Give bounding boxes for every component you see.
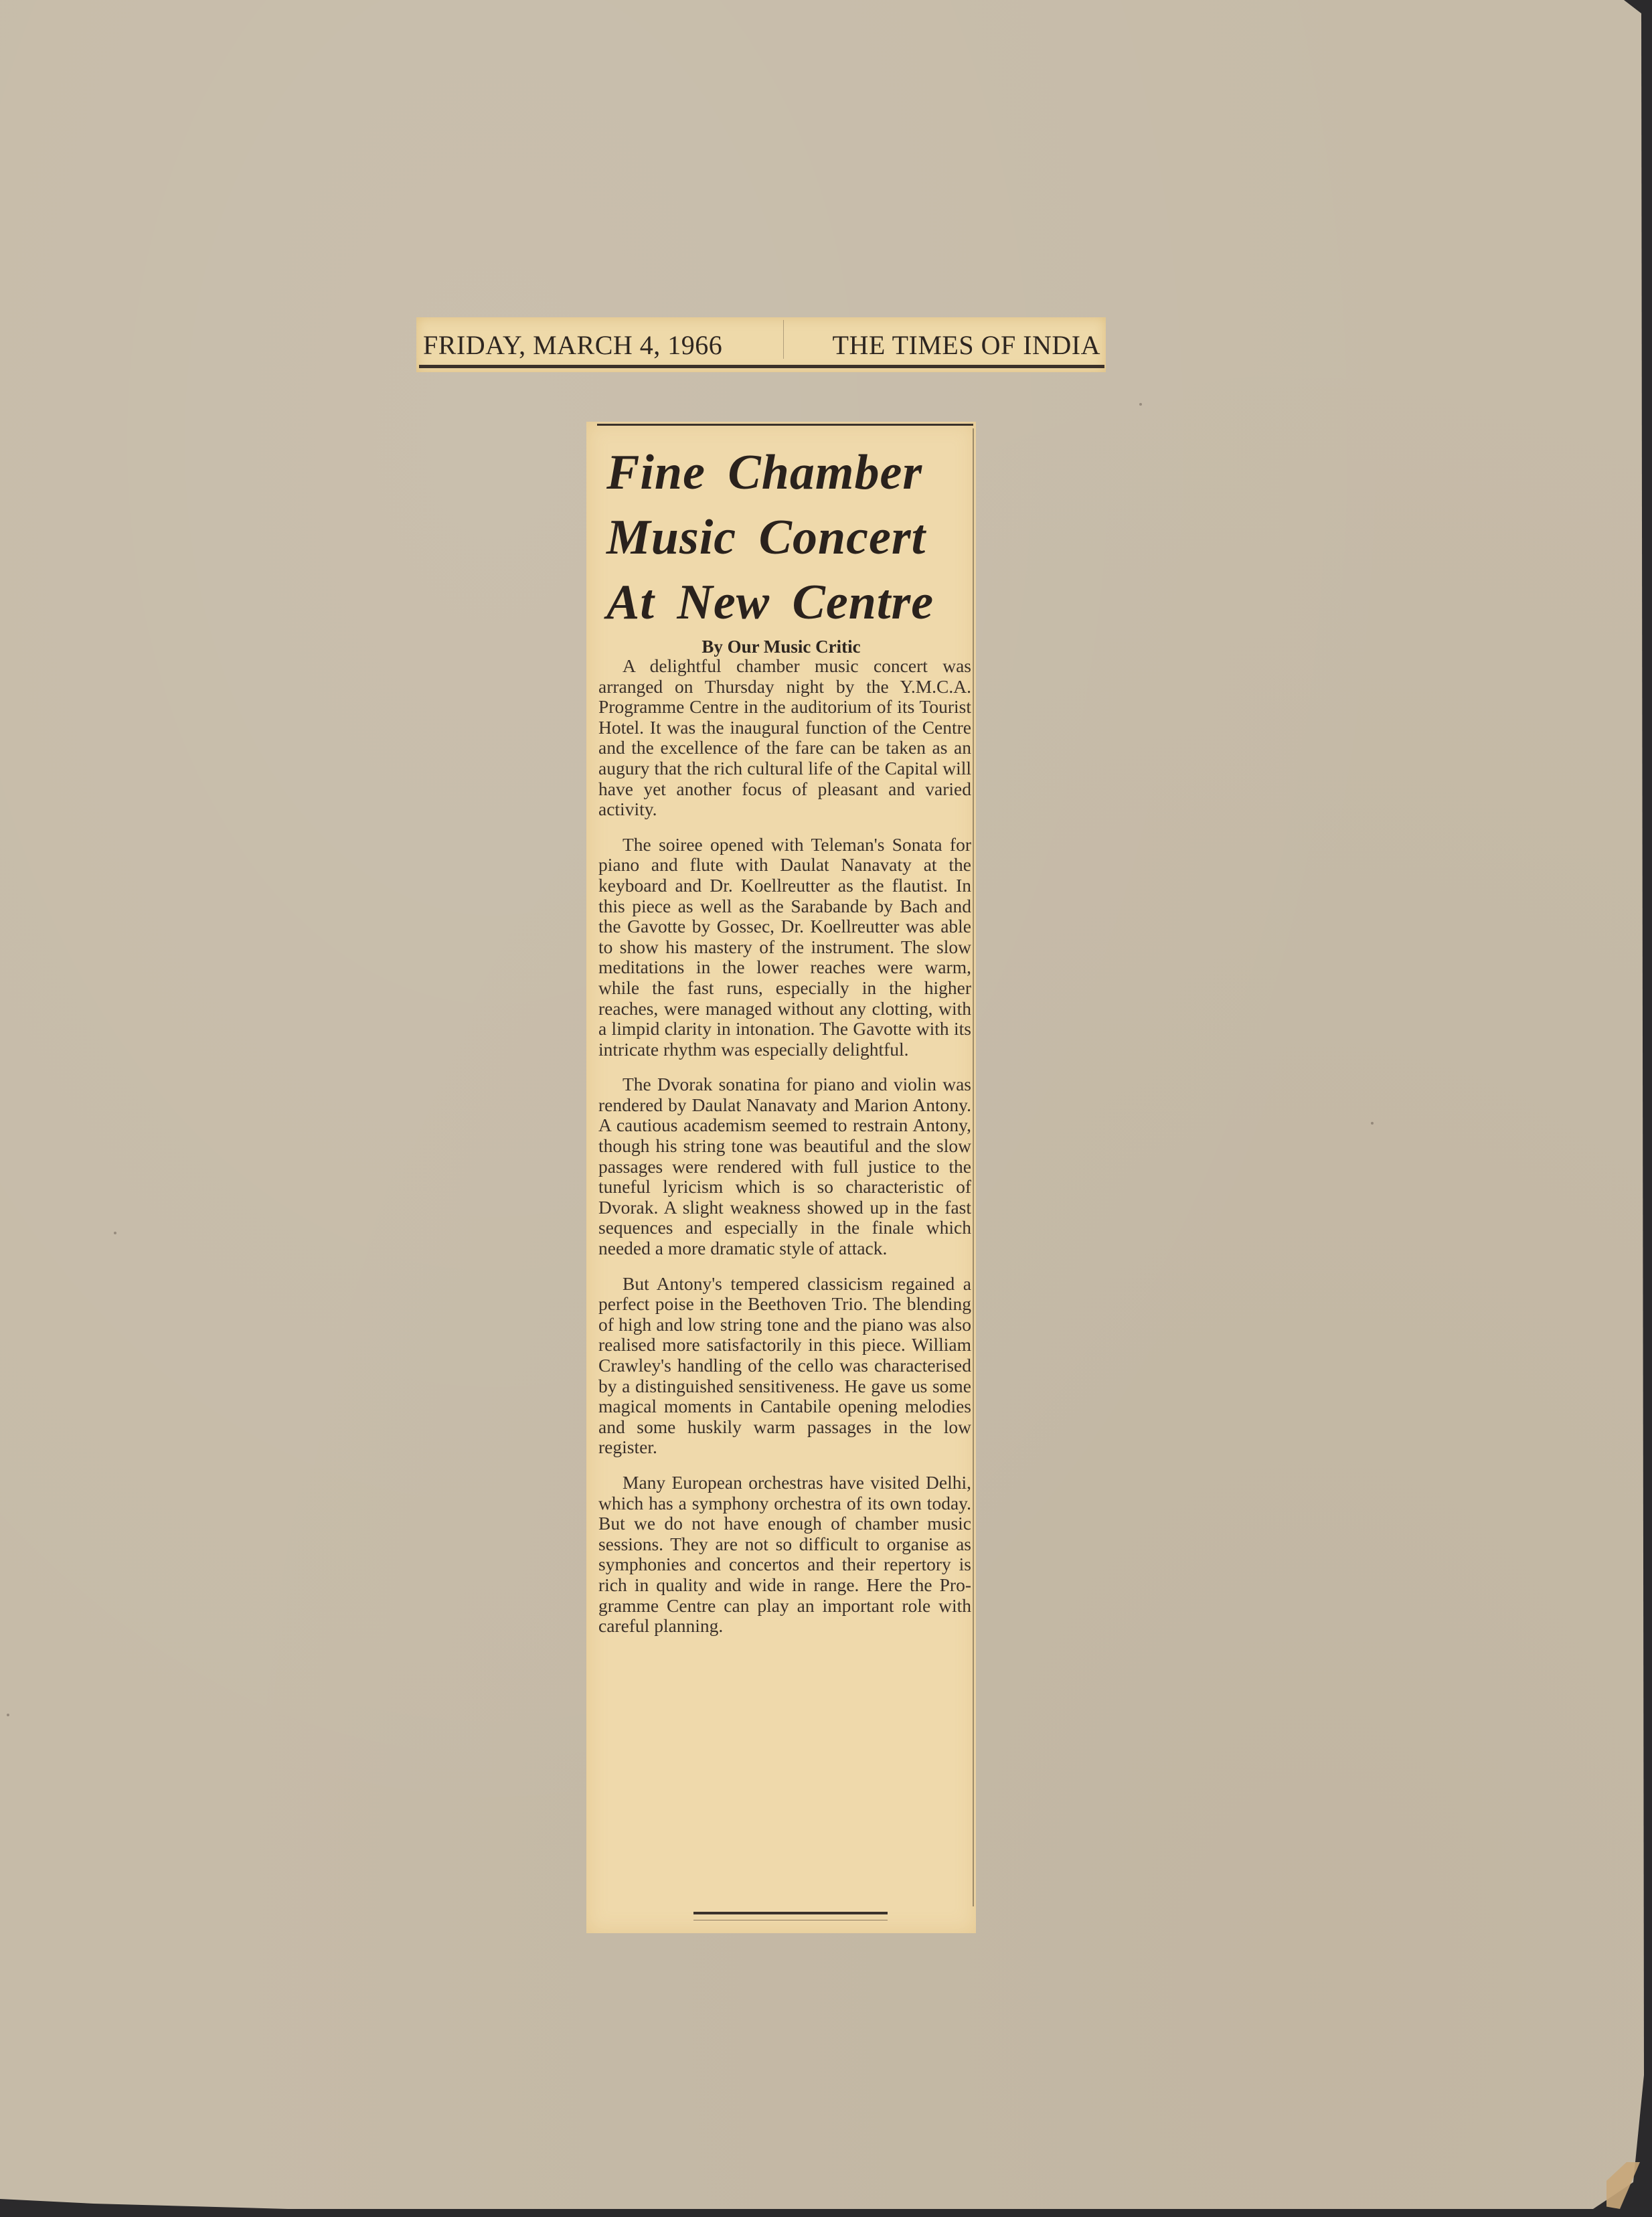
headline-line: At New Centre <box>606 575 934 630</box>
article-paragraph: Many European orchestras have visited Delhi, which has a symphony orchestra of its own today. But we do not have enough of chamber music sessions. They are not so difficult to organise as symphonies and concertos and their repertory is rich in quality and wide in range. Here the Programme Centre can play an important role with careful planning. <box>598 1471 971 1637</box>
headline-line: Music Concert <box>606 510 926 565</box>
newspaper-date-strip <box>416 317 1106 372</box>
newspaper-name: THE TIMES OF INDIA <box>832 330 1100 360</box>
date-strip-rule <box>419 365 1104 368</box>
article-clipping <box>586 422 976 1933</box>
paper-speck <box>1371 1122 1374 1125</box>
article-end-rule <box>693 1912 888 1914</box>
article-body <box>598 656 971 1651</box>
column-divider <box>783 320 784 359</box>
paper-speck <box>7 1714 9 1716</box>
article-paragraph: The Dvorak sonatina for piano and violin was rendered by Daulat Nanavaty and Marion Antony. A cautious academism seemed to restrain Antony, though his string tone was beautiful and the slow passages were rendered with full justice to the tuneful lyricism which is so characteristic of Dvorak. A slight weakness showed up in the fast sequences and especially in the finale which needed a more dramatic style of attack. <box>598 1074 971 1259</box>
article-top-rule <box>597 424 973 426</box>
article-paragraph: But Antony's tempered classicism regained a perfect poise in the Beethoven Trio. The blending of high and low string tone and the piano was also realised more satisfactorily in this piece. William Crawley's handling of the cello was characterised by a distinguished sensitiveness. He gave us some magical moments in Cantabile opening melodies and some huskily warm passages in the low register. <box>598 1272 971 1458</box>
date-strip-text <box>420 329 1100 361</box>
article-headline <box>606 440 968 635</box>
paper-speck <box>114 1232 116 1234</box>
publication-date: FRIDAY, MARCH 4, 1966 <box>423 330 723 360</box>
article-paragraph: A delightful chamber music concert was arranged on Thursday night by the Y.M.C.A. Programme Centre in the auditorium of its Tourist Hotel. It was the inaugural function of the Centre and the excellence of the fare can be taken as an augury that the rich cultural life of the Capital will have yet another focus of pleasant and varied activity. <box>598 655 971 820</box>
article-paragraph: The soiree opened with Teleman's Sonata for piano and flute with Daulat Nanavaty at the keyboard and Dr. Koellreutter as the flautist. In this piece as well as the Sarabande by Bach and the Gavotte by Gossec, Dr. Koellreutter was able to show his mastery of the instrument. The slow meditations in the lower reaches were warm, while the fast runs, especially in the higher reaches, were managed without any clotting, with a limpid clarity in intonation. The Gavotte with its intricate rhythm was especially delightful. <box>598 833 971 1060</box>
paper-speck <box>1139 403 1142 406</box>
article-byline: By Our Music Critic <box>701 637 861 657</box>
headline-line: Fine Chamber <box>606 445 923 500</box>
